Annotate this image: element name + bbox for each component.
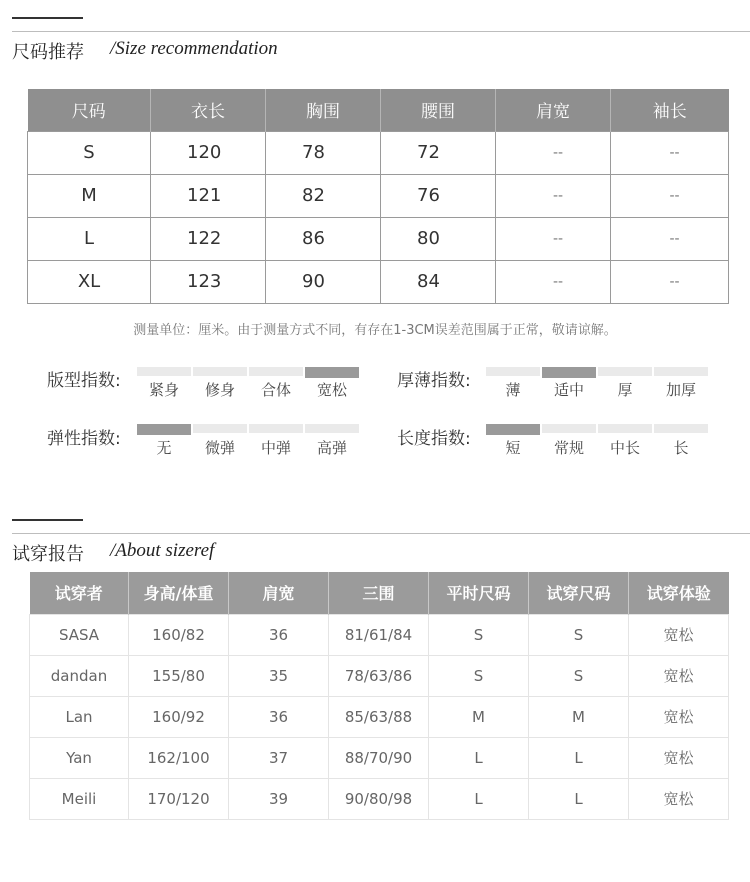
fit-header-experience: 试穿体验 [629, 572, 729, 614]
size-cell: 120 [151, 131, 266, 174]
fit-cell: 37 [229, 737, 329, 778]
fit-cell: S [429, 655, 529, 696]
size-header-size: 尺码 [28, 89, 151, 131]
fit-header-tester: 试穿者 [30, 572, 129, 614]
fit-cell: 155/80 [129, 655, 229, 696]
size-cell: 123 [151, 260, 266, 303]
fit-cell: 宽松 [629, 655, 729, 696]
size-cell: -- [611, 131, 729, 174]
fit-cell: 88/70/90 [329, 737, 429, 778]
size-table-row [28, 131, 729, 174]
fitting-report-table [29, 572, 729, 820]
fit-cell: Lan [30, 696, 129, 737]
index-option-label: 适中 [553, 381, 584, 399]
fit-cell: 宽松 [629, 614, 729, 655]
fit-header-height-weight: 身高/体重 [129, 572, 229, 614]
size-cell: -- [611, 260, 729, 303]
index-segment [598, 367, 652, 376]
fit-cell: 170/120 [129, 778, 229, 819]
index-segment [193, 424, 247, 433]
fit-cell: Meili [30, 778, 129, 819]
index-segment-selected [486, 424, 540, 435]
size-cell: -- [496, 131, 611, 174]
fit-cell: 85/63/88 [329, 696, 429, 737]
size-cell: 86 [266, 217, 381, 260]
size-table-header-row [28, 89, 729, 131]
fit-cell: 35 [229, 655, 329, 696]
fit-cell: 78/63/86 [329, 655, 429, 696]
size-section-accent-line [12, 17, 83, 19]
fit-table-header-row [30, 572, 729, 614]
fit-table-row [30, 655, 729, 696]
size-cell: -- [611, 174, 729, 217]
size-cell: 78 [266, 131, 381, 174]
index-option-label: 高弹 [316, 439, 347, 457]
fit-cell: Yan [30, 737, 129, 778]
index-segment [249, 424, 303, 433]
size-cell: XL [28, 260, 151, 303]
index-label: 厚薄指数: [397, 371, 471, 391]
fit-cell: 宽松 [629, 737, 729, 778]
fit-cell: L [429, 737, 529, 778]
index-option-label: 宽松 [316, 381, 347, 399]
index-segment [542, 424, 596, 433]
index-segment [137, 367, 191, 376]
index-option-label: 合体 [260, 381, 291, 399]
fit-cell: 36 [229, 614, 329, 655]
size-header-shoulder: 肩宽 [496, 89, 611, 131]
fit-header-measurements: 三围 [329, 572, 429, 614]
index-segment-selected [305, 367, 359, 378]
index-option-label: 长 [673, 439, 689, 457]
fit-cell: 宽松 [629, 696, 729, 737]
index-segment-selected [137, 424, 191, 435]
fit-cell: L [529, 737, 629, 778]
size-cell: -- [496, 260, 611, 303]
index-segment-selected [542, 367, 596, 378]
size-cell: 72 [381, 131, 496, 174]
size-cell: L [28, 217, 151, 260]
fit-cell: 39 [229, 778, 329, 819]
index-option-label: 短 [505, 439, 521, 457]
index-option-label: 薄 [505, 381, 521, 399]
index-option-label: 加厚 [665, 381, 696, 399]
index-segment [305, 424, 359, 433]
fit-cell: L [429, 778, 529, 819]
fit-cell: M [529, 696, 629, 737]
index-option-label: 无 [156, 439, 172, 457]
size-cell: -- [611, 217, 729, 260]
fit-table-row [30, 696, 729, 737]
size-header-chest: 胸围 [266, 89, 381, 131]
measurement-note: 测量单位：厘米。由于测量方式不同，有存在1-3CM误差范围属于正常，敬请谅解。 [133, 323, 617, 338]
index-option-label: 中长 [609, 439, 640, 457]
size-header-sleeve: 袖长 [611, 89, 729, 131]
size-cell: -- [496, 217, 611, 260]
size-section-subtitle: /Size recommendation [110, 38, 278, 59]
fit-table-row [30, 614, 729, 655]
fit-cell: S [429, 614, 529, 655]
size-cell: 80 [381, 217, 496, 260]
fit-cell: S [529, 614, 629, 655]
index-label: 长度指数: [397, 429, 471, 449]
fit-header-tried-size: 试穿尺码 [529, 572, 629, 614]
size-cell: -- [496, 174, 611, 217]
size-cell: 76 [381, 174, 496, 217]
fit-cell: 160/82 [129, 614, 229, 655]
size-table [27, 89, 729, 304]
fit-section-accent-line [12, 519, 83, 521]
index-label: 弹性指数: [47, 429, 121, 449]
fit-cell: S [529, 655, 629, 696]
index-option-label: 中弹 [260, 439, 291, 457]
index-segment [249, 367, 303, 376]
size-table-row [28, 174, 729, 217]
fit-cell: dandan [30, 655, 129, 696]
size-section-title: 尺码推荐 [12, 42, 84, 63]
size-cell: M [28, 174, 151, 217]
fit-table-row [30, 778, 729, 819]
fit-section-divider [12, 533, 750, 534]
fit-cell: M [429, 696, 529, 737]
index-label: 版型指数: [47, 371, 121, 391]
fit-cell: L [529, 778, 629, 819]
fit-cell: 36 [229, 696, 329, 737]
index-option-label: 微弹 [204, 439, 235, 457]
size-header-waist: 腰围 [381, 89, 496, 131]
size-cell: 82 [266, 174, 381, 217]
fit-table-row [30, 737, 729, 778]
size-table-row [28, 260, 729, 303]
index-option-label: 常规 [553, 439, 584, 457]
fit-cell: 90/80/98 [329, 778, 429, 819]
size-header-length: 衣长 [151, 89, 266, 131]
fit-cell: SASA [30, 614, 129, 655]
fit-cell: 160/92 [129, 696, 229, 737]
index-segment [654, 424, 708, 433]
fit-header-shoulder: 肩宽 [229, 572, 329, 614]
size-cell: 90 [266, 260, 381, 303]
size-table-row [28, 217, 729, 260]
size-cell: S [28, 131, 151, 174]
index-option-label: 厚 [617, 381, 633, 399]
index-option-label: 紧身 [148, 381, 179, 399]
size-section-divider [12, 31, 750, 32]
size-cell: 122 [151, 217, 266, 260]
size-cell: 84 [381, 260, 496, 303]
index-option-label: 修身 [204, 381, 235, 399]
fit-section-title: 试穿报告 [12, 544, 84, 565]
index-segment [193, 367, 247, 376]
index-segment [486, 367, 540, 376]
fit-cell: 81/61/84 [329, 614, 429, 655]
index-segment [598, 424, 652, 433]
fit-header-usual-size: 平时尺码 [429, 572, 529, 614]
index-segment [654, 367, 708, 376]
fit-cell: 162/100 [129, 737, 229, 778]
fit-cell: 宽松 [629, 778, 729, 819]
fit-section-subtitle: /About sizeref [110, 540, 215, 561]
size-cell: 121 [151, 174, 266, 217]
